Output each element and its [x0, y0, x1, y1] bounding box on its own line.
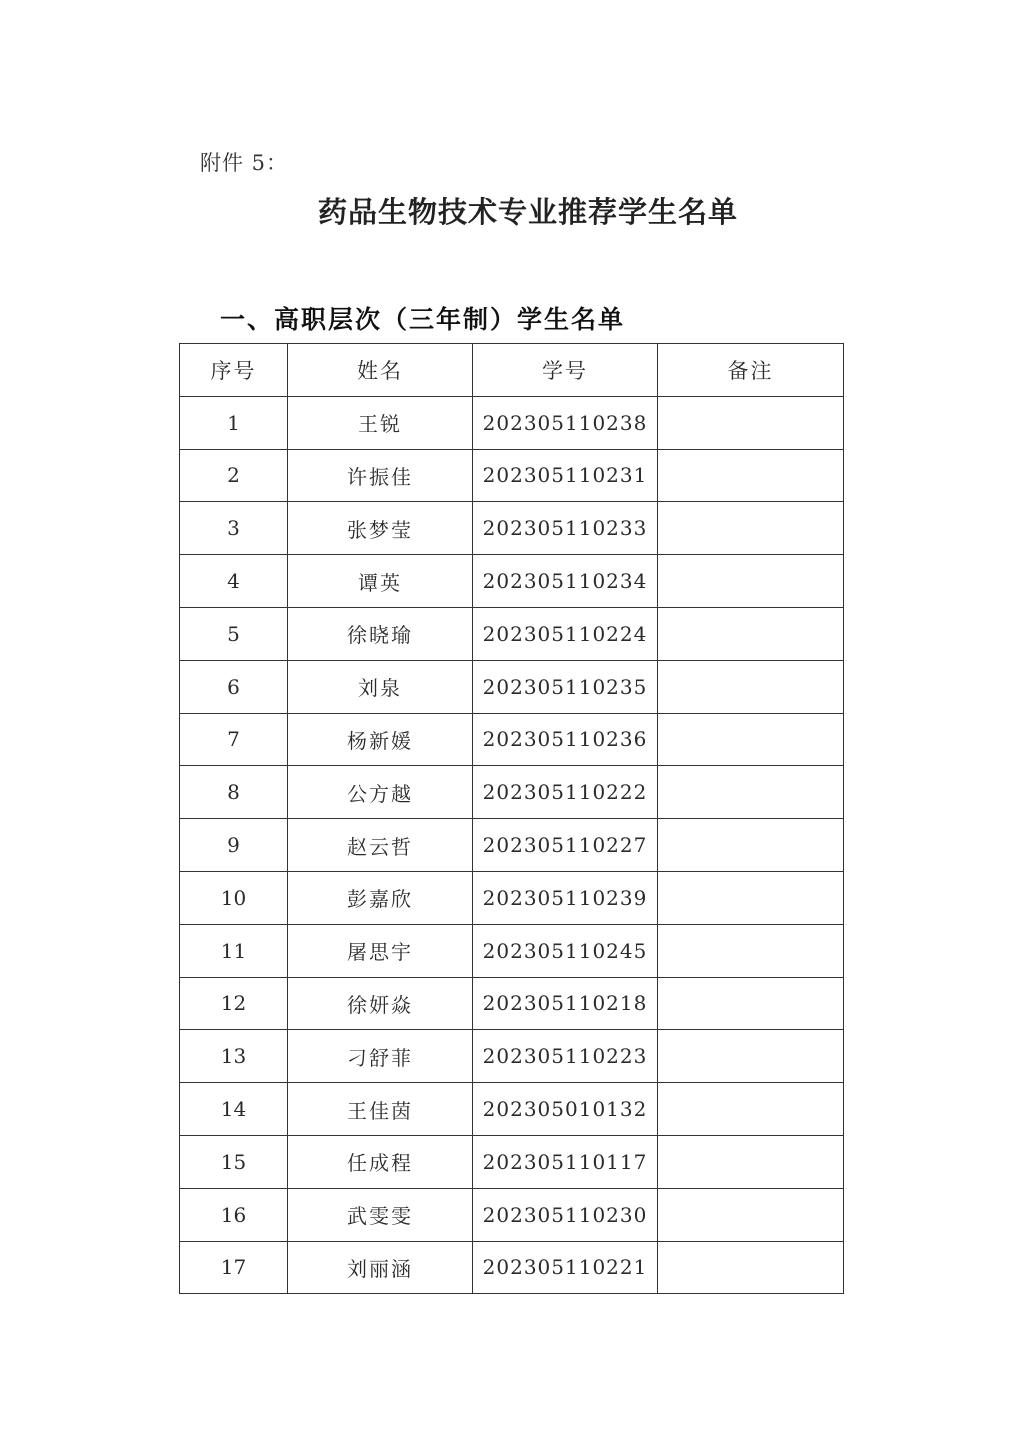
name-cell: 王佳茵	[288, 1083, 473, 1136]
name-cell: 屠思宇	[288, 924, 473, 977]
table-row	[180, 1135, 844, 1188]
name-cell: 公方越	[288, 766, 473, 819]
student-id-cell: 202305110245	[473, 924, 658, 977]
name-cell: 刘泉	[288, 660, 473, 713]
student-id-cell: 202305110234	[473, 555, 658, 608]
name-cell: 王锐	[288, 396, 473, 449]
name-cell: 赵云哲	[288, 819, 473, 872]
table-row	[180, 977, 844, 1030]
student-id-cell: 202305110227	[473, 819, 658, 872]
note-cell	[658, 607, 844, 660]
seq-cell: 1	[180, 396, 288, 449]
name-cell: 武雯雯	[288, 1188, 473, 1241]
note-cell	[658, 555, 844, 608]
table-body	[180, 396, 844, 1294]
table-row	[180, 713, 844, 766]
note-cell	[658, 1188, 844, 1241]
student-id-cell: 202305110236	[473, 713, 658, 766]
seq-cell: 6	[180, 660, 288, 713]
note-cell	[658, 924, 844, 977]
name-cell: 彭嘉欣	[288, 871, 473, 924]
section-title: 一、高职层次（三年制）学生名单	[220, 305, 626, 334]
header-student-id: 学号	[473, 344, 658, 397]
student-id-cell: 202305110233	[473, 502, 658, 555]
student-id-cell: 202305110222	[473, 766, 658, 819]
note-cell	[658, 1083, 844, 1136]
name-cell: 许振佳	[288, 449, 473, 502]
table-row	[180, 871, 844, 924]
seq-cell: 11	[180, 924, 288, 977]
table-row	[180, 819, 844, 872]
seq-cell: 7	[180, 713, 288, 766]
student-id-cell: 202305110221	[473, 1241, 658, 1294]
student-roster-table	[179, 343, 844, 1294]
table-row	[180, 1241, 844, 1294]
seq-cell: 17	[180, 1241, 288, 1294]
seq-cell: 2	[180, 449, 288, 502]
seq-cell: 13	[180, 1030, 288, 1083]
name-cell: 徐妍焱	[288, 977, 473, 1030]
header-note: 备注	[658, 344, 844, 397]
seq-cell: 8	[180, 766, 288, 819]
student-id-cell: 202305110223	[473, 1030, 658, 1083]
note-cell	[658, 819, 844, 872]
name-cell: 谭英	[288, 555, 473, 608]
name-cell: 徐晓瑜	[288, 607, 473, 660]
seq-cell: 5	[180, 607, 288, 660]
table-row	[180, 766, 844, 819]
student-id-cell: 202305110238	[473, 396, 658, 449]
student-id-cell: 202305110231	[473, 449, 658, 502]
header-seq: 序号	[180, 344, 288, 397]
attachment-label: 附件 5：	[200, 151, 289, 175]
note-cell	[658, 871, 844, 924]
student-id-cell: 202305110224	[473, 607, 658, 660]
document-title: 药品生物技术专业推荐学生名单	[317, 195, 738, 229]
seq-cell: 10	[180, 871, 288, 924]
note-cell	[658, 1135, 844, 1188]
table-row	[180, 555, 844, 608]
table-row	[180, 607, 844, 660]
note-cell	[658, 449, 844, 502]
name-cell: 张梦莹	[288, 502, 473, 555]
seq-cell: 15	[180, 1135, 288, 1188]
name-cell: 刁舒菲	[288, 1030, 473, 1083]
student-id-cell: 202305110218	[473, 977, 658, 1030]
student-id-cell: 202305110239	[473, 871, 658, 924]
student-id-cell: 202305110117	[473, 1135, 658, 1188]
table-row	[180, 449, 844, 502]
seq-cell: 4	[180, 555, 288, 608]
seq-cell: 14	[180, 1083, 288, 1136]
table-row	[180, 502, 844, 555]
student-id-cell: 202305110235	[473, 660, 658, 713]
table-row	[180, 1188, 844, 1241]
table-row	[180, 924, 844, 977]
note-cell	[658, 766, 844, 819]
seq-cell: 16	[180, 1188, 288, 1241]
seq-cell: 3	[180, 502, 288, 555]
seq-cell: 9	[180, 819, 288, 872]
table-row	[180, 660, 844, 713]
note-cell	[658, 396, 844, 449]
name-cell: 任成程	[288, 1135, 473, 1188]
note-cell	[658, 713, 844, 766]
header-name: 姓名	[288, 344, 473, 397]
note-cell	[658, 1241, 844, 1294]
note-cell	[658, 502, 844, 555]
student-id-cell: 202305110230	[473, 1188, 658, 1241]
name-cell: 杨新媛	[288, 713, 473, 766]
note-cell	[658, 1030, 844, 1083]
seq-cell: 12	[180, 977, 288, 1030]
table-row	[180, 1030, 844, 1083]
note-cell	[658, 660, 844, 713]
table-header-row	[180, 344, 844, 397]
table-row	[180, 1083, 844, 1136]
table-row	[180, 396, 844, 449]
note-cell	[658, 977, 844, 1030]
student-id-cell: 202305010132	[473, 1083, 658, 1136]
name-cell: 刘丽涵	[288, 1241, 473, 1294]
